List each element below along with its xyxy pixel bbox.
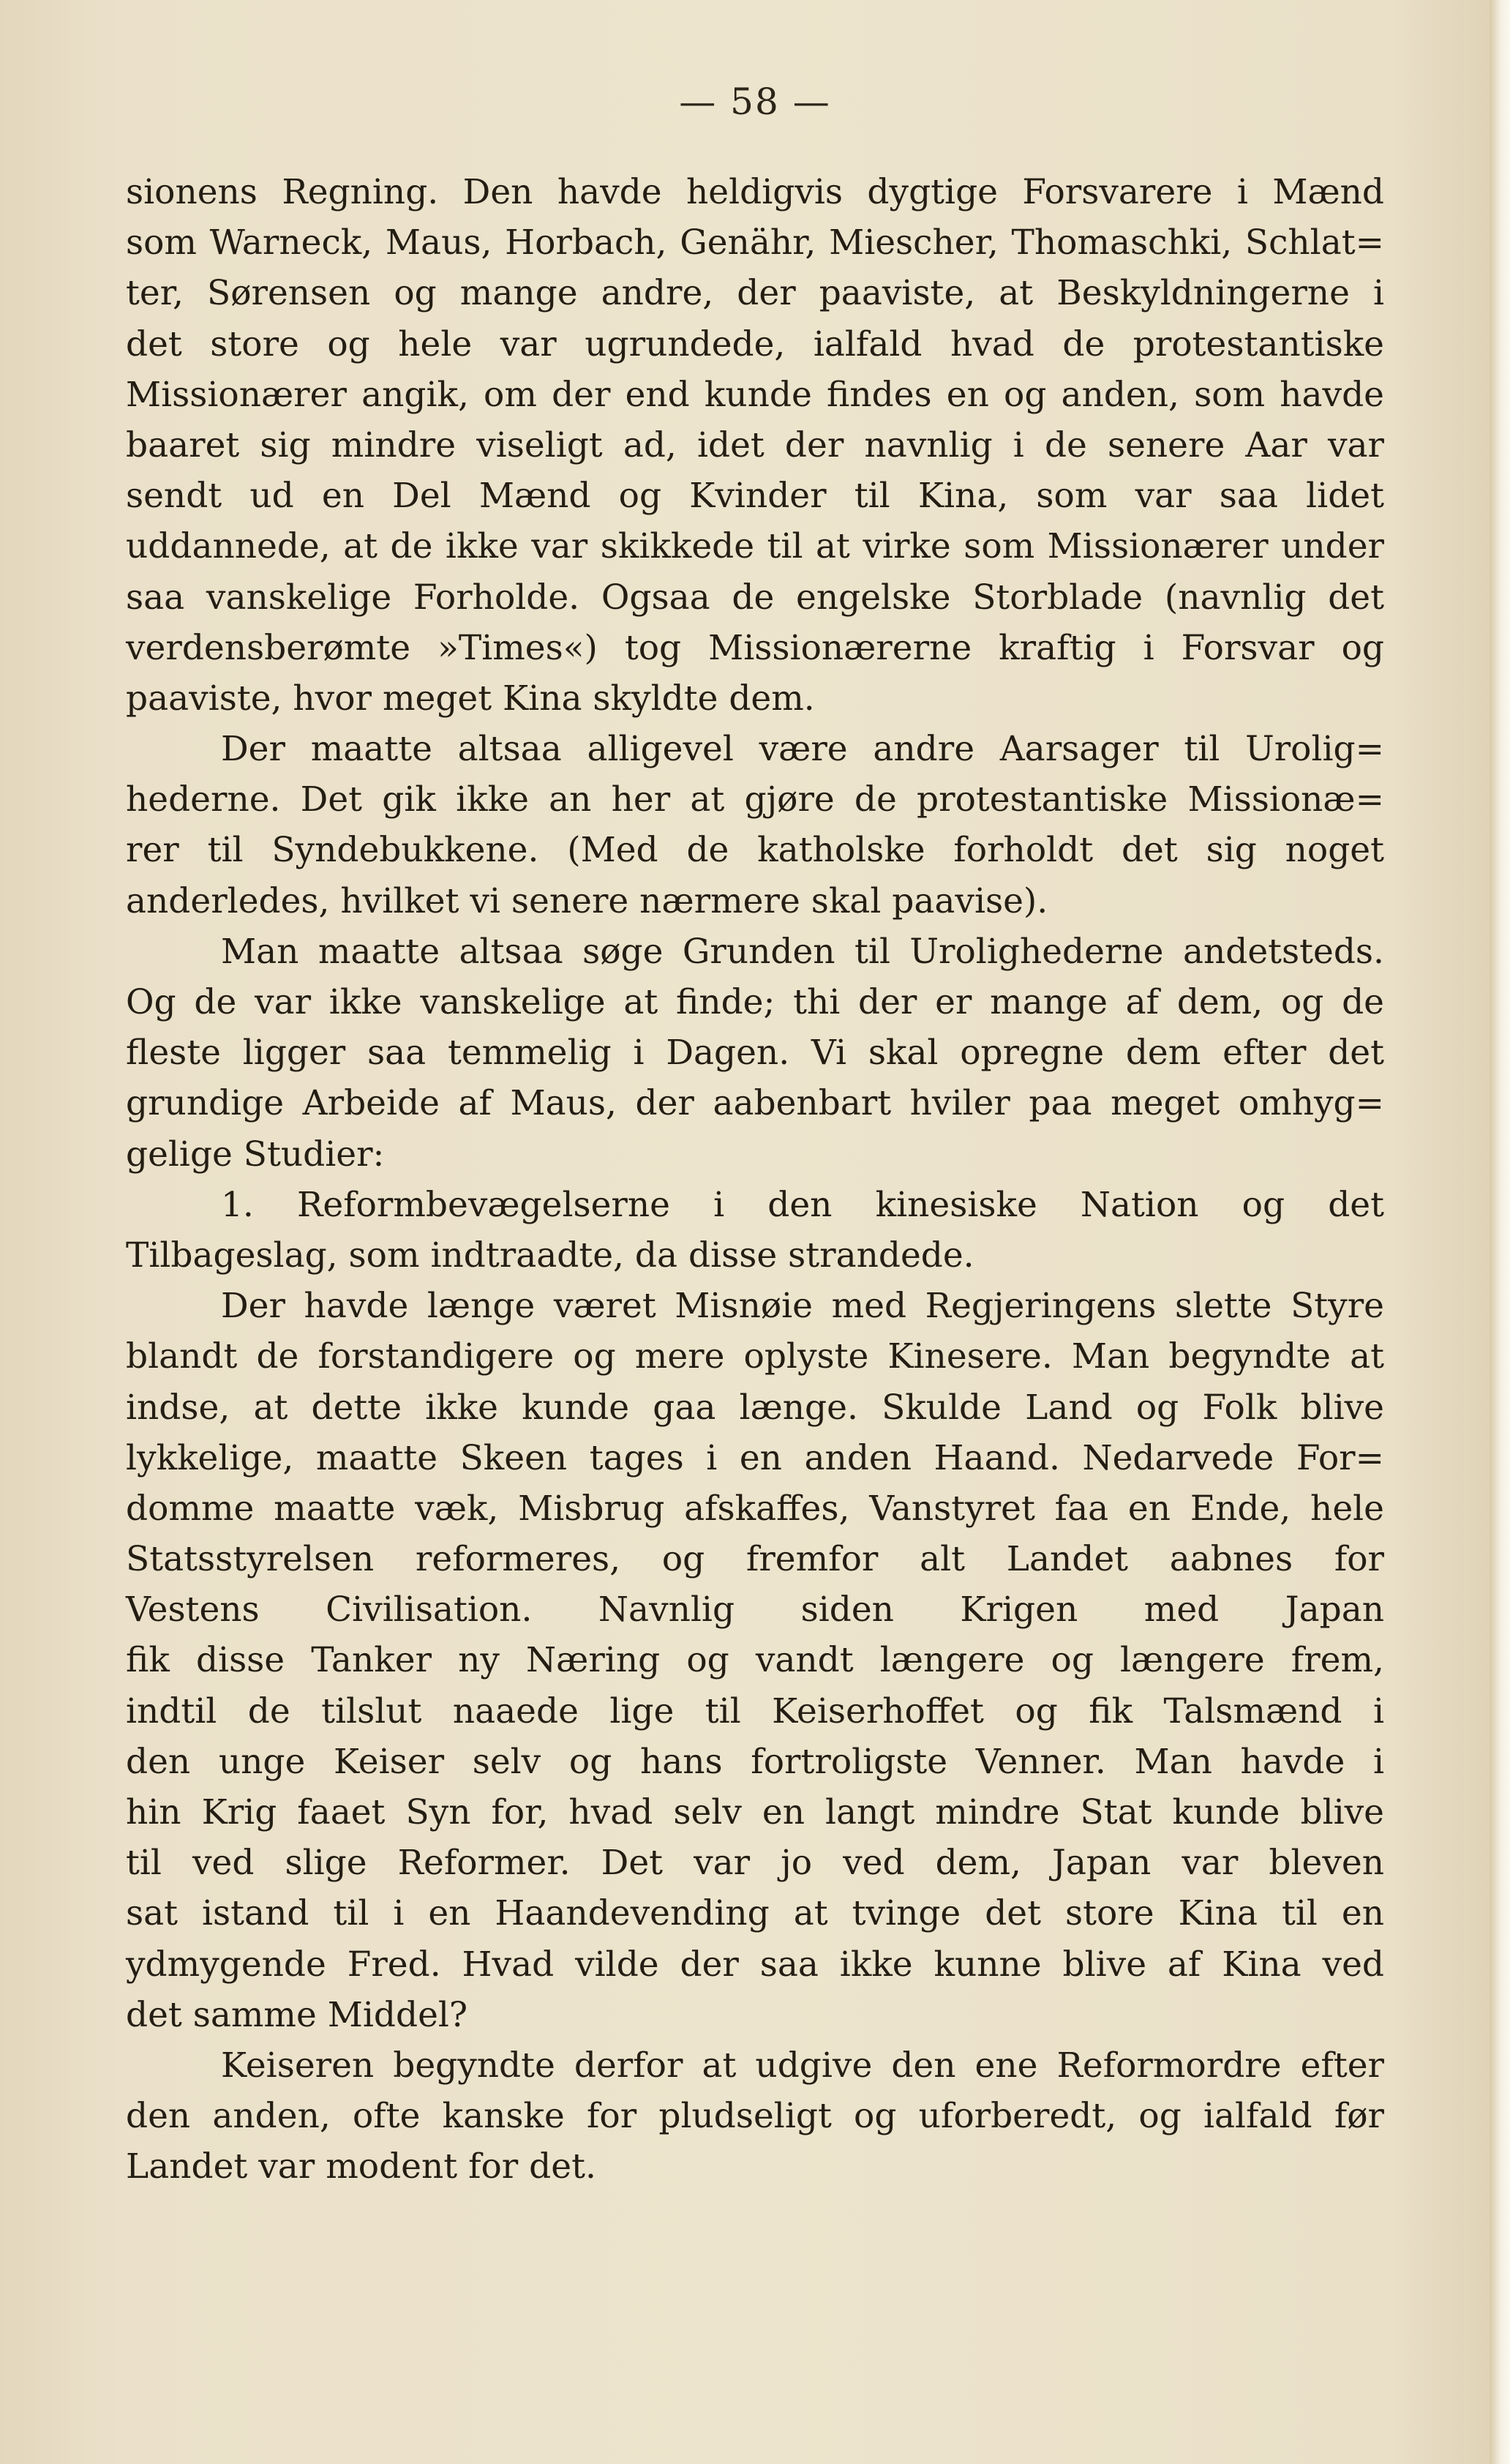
text-line: lykkelige, maatte Skeen tages i en anden Haand. Nedarvede For= — [126, 1437, 1384, 1478]
section-heading-line: 1. Reformbevægelserne i den kinesiske Nation og det — [221, 1184, 1384, 1225]
text-line: rer til Syndebukkene. (Med de katholske forholdt det sig noget — [126, 830, 1384, 871]
text-line: saa vanskelige Forholde. Ogsaa de engelske Storblade (navnlig det — [126, 577, 1384, 618]
text-line: blandt de forstandigere og mere oplyste Kinesere. Man begyndte at — [126, 1336, 1384, 1377]
text-line: Vestens Civilisation. Navnlig siden Krigen med Japan — [126, 1589, 1384, 1630]
text-line: grundige Arbeide af Maus, der aabenbart hviler paa meget omhyg= — [126, 1083, 1384, 1124]
text-line: indse, at dette ikke kunde gaa længe. Skulde Land og Folk blive — [126, 1387, 1384, 1428]
text-line: gelige Studier: — [126, 1134, 385, 1175]
text-line: sendt ud en Del Mænd og Kvinder til Kina, som var saa lidet — [126, 476, 1384, 517]
text-line: sat istand til i en Haandevending at tvinge det store Kina til en — [126, 1893, 1384, 1934]
text-line: verdensberømte »Times«) tog Missionærerne kraftig i Forsvar og — [126, 627, 1384, 668]
text-line: Statsstyrelsen reformeres, og fremfor alt Landet aabnes for — [126, 1539, 1384, 1580]
text-line: Landet var modent for det. — [126, 2146, 596, 2187]
text-line: Og de var ikke vanskelige at finde; thi der er mange af dem, og de — [126, 982, 1384, 1022]
text-line: domme maatte væk, Misbrug afskaffes, Vanstyret faa en Ende, hele — [126, 1488, 1384, 1529]
text-line: ter, Sørensen og mange andre, der paaviste, at Beskyldningerne i — [126, 273, 1384, 314]
page-number: — 58 — — [679, 80, 831, 123]
text-line: ydmygende Fred. Hvad vilde der saa ikke kunne blive af Kina ved — [126, 1944, 1384, 1985]
text-line: fik disse Tanker ny Næring og vandt længere og længere frem, — [126, 1640, 1384, 1681]
text-line: Man maatte altsaa søge Grunden til Urolighederne andetsteds. — [221, 931, 1384, 972]
text-line: baaret sig mindre viseligt ad, idet der navnlig i de senere Aar var — [126, 424, 1384, 465]
section-heading-line: Tilbageslag, som indtraadte, da disse strandede. — [126, 1235, 974, 1276]
text-line: den anden, ofte kanske for pludseligt og uforberedt, og ialfald før — [126, 2096, 1384, 2137]
text-line: sionens Regning. Den havde heldigvis dygtige Forsvarere i Mænd — [126, 172, 1384, 212]
body-text — [126, 167, 1384, 2192]
page-edge — [1490, 0, 1510, 2464]
text-line: det samme Middel? — [126, 1994, 468, 2035]
text-line: Keiseren begyndte derfor at udgive den ene Reformordre efter — [221, 2045, 1384, 2086]
text-line: uddannede, at de ikke var skikkede til at virke som Missionærer under — [126, 526, 1384, 567]
text-line: Missionærer angik, om der end kunde findes en og anden, som havde — [126, 374, 1384, 415]
text-line: til ved slige Reformer. Det var jo ved dem, Japan var bleven — [126, 1843, 1384, 1884]
text-line: Der maatte altsaa alligevel være andre Aarsager til Urolig= — [221, 729, 1384, 770]
text-line: indtil de tilslut naaede lige til Keiserhoffet og fik Talsmænd i — [126, 1690, 1384, 1731]
text-line: anderledes, hvilket vi senere nærmere skal paavise). — [126, 880, 1048, 921]
text-line: hederne. Det gik ikke an her at gjøre de protestantiske Missionæ= — [126, 779, 1384, 820]
text-line: hin Krig faaet Syn for, hvad selv en langt mindre Stat kunde blive — [126, 1792, 1384, 1832]
text-line: fleste ligger saa temmelig i Dagen. Vi skal opregne dem efter det — [126, 1033, 1384, 1074]
text-line: det store og hele var ugrundede, ialfald hvad de protestantiske — [126, 323, 1384, 364]
text-line: paaviste, hvor meget Kina skyldte dem. — [126, 678, 815, 719]
text-line: Der havde længe været Misnøie med Regjeringens slette Styre — [221, 1286, 1384, 1327]
text-line: som Warneck, Maus, Horbach, Genähr, Miescher, Thomaschki, Schlat= — [126, 222, 1384, 263]
text-line: den unge Keiser selv og hans fortroligste Venner. Man havde i — [126, 1741, 1384, 1782]
